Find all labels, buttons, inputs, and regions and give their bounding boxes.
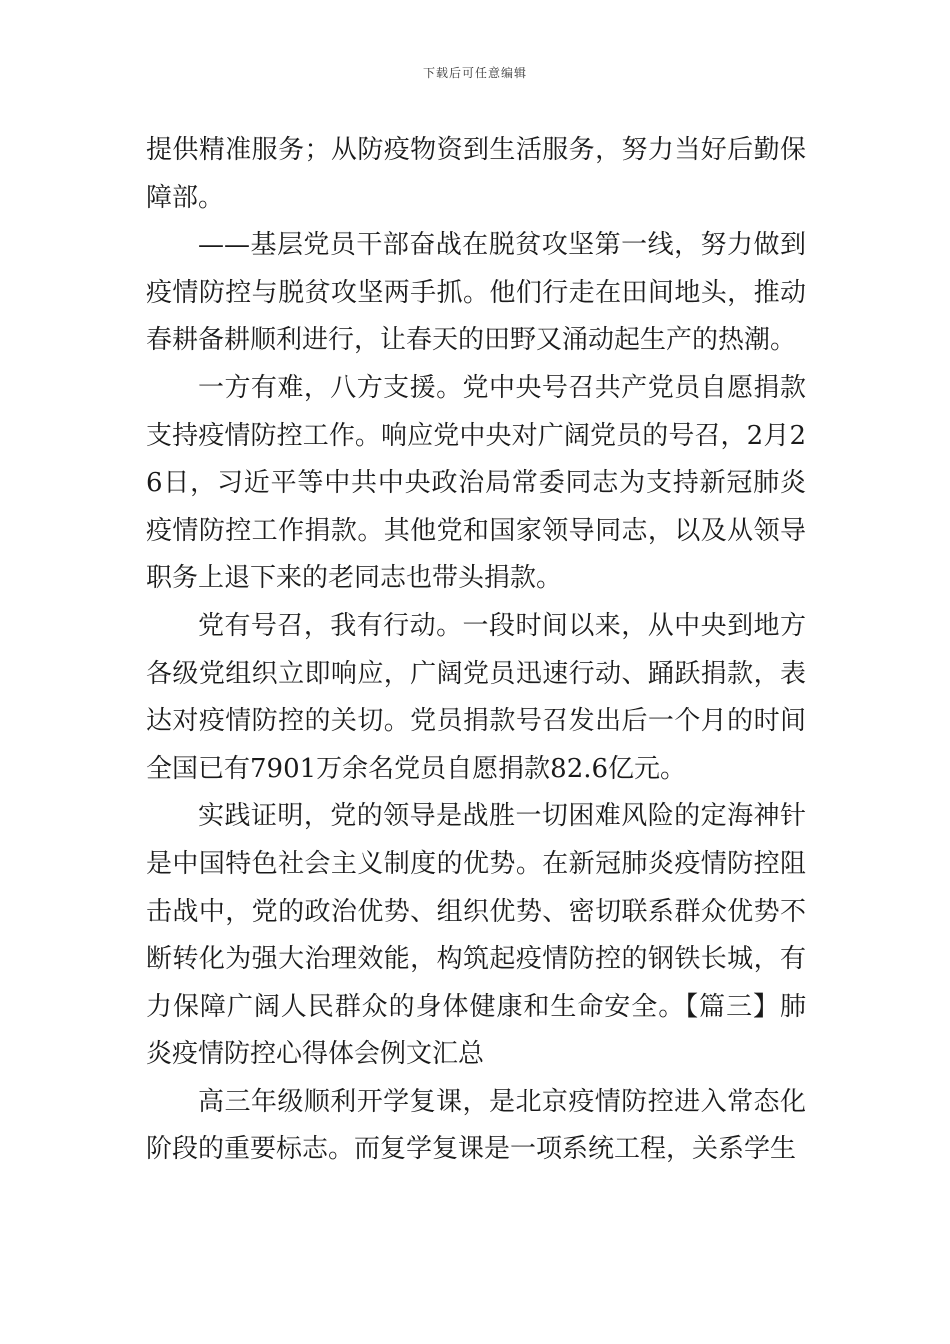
paragraph-4: 党有号召，我有行动。一段时间以来，从中央到地方各级党组织立即响应，广阔党员迅速行动、踊跃捐款，表达对疫情防控的关切。党员捐款号召发出后一个月的时间全国已有7901万余名党员自愿捐款82.6亿元。: [146, 610, 806, 784]
paragraph-5: 实践证明，党的领导是战胜一切困难风险的定海神针是中国特色社会主义制度的优势。在新冠肺炎疫情防控阻击战中，党的政治优势、组织优势、密切联系群众优势不断转化为强大治理效能，构筑起疫情防控的钢铁长城，有力保障广阔人民群众的身体健康和生命安全。【篇三】肺炎疫情防控心得体会例文汇总: [146, 801, 806, 1070]
paragraph-3: 一方有难，八方支援。党中央号召共产党员自愿捐款支持疫情防控工作。响应党中央对广阔党员的号召，2月26日，习近平等中共中央政治局常委同志为支持新冠肺炎疫情防控工作捐款。其他党和国家领导同志，以及从领导职务上退下来的老同志也带头捐款。: [146, 372, 806, 594]
paragraph-2: ——基层党员干部奋战在脱贫攻坚第一线，努力做到疫情防控与脱贫攻坚两手抓。他们行走在田间地头，推动春耕备耕顺利进行，让春天的田野又涌动起生产的热潮。: [146, 230, 806, 356]
paragraph-1: 提供精准服务；从防疫物资到生活服务，努力当好后勤保障部。: [146, 135, 806, 213]
page-header: 下载后可任意编辑: [422, 66, 527, 80]
document-body: [146, 127, 806, 1174]
paragraph-6: 高三年级顺利开学复课，是北京疫情防控进入常态化阶段的重要标志。而复学复课是一项系统工程，关系学生: [146, 1086, 806, 1165]
